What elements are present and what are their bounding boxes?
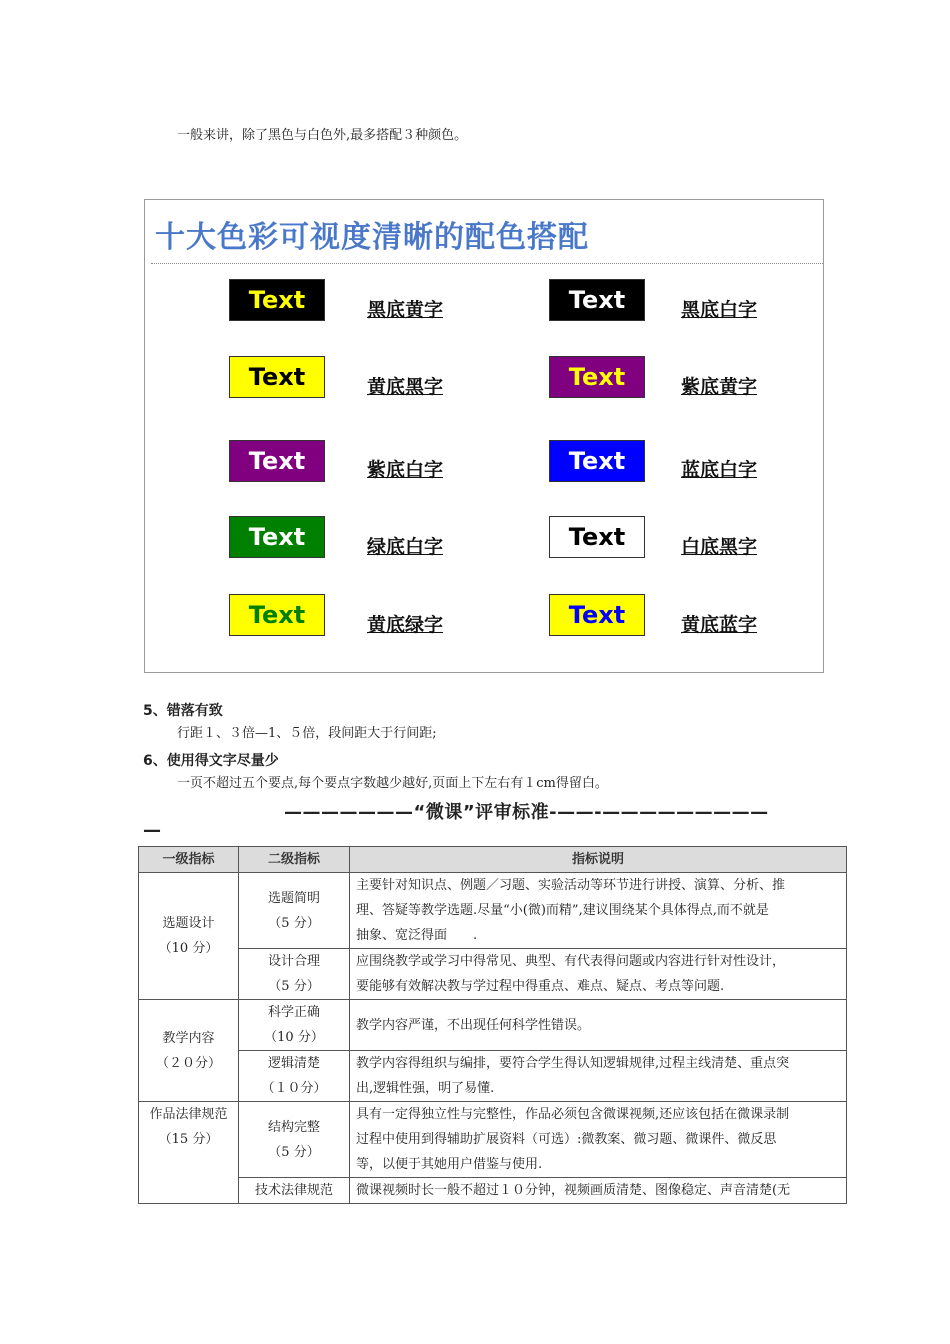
swatch-label: 黄底黑字 [367,376,444,398]
section-6-heading: 6、使用得文字尽量少 [143,753,279,769]
swatch-purple-yellow: Text [549,356,645,398]
swatch-label: 白底黑字 [681,536,758,558]
table-row [139,873,847,949]
swatch-green-white: Text [229,516,325,558]
section-5-heading: 5、错落有致 [143,703,223,719]
color-combination-figure [144,199,824,673]
swatch-label: 黄底蓝字 [681,614,758,636]
header-secondary: 二级指标 [239,847,350,873]
header-primary: 一级指标 [139,847,239,873]
swatch-label: 黑底白字 [681,299,758,321]
swatch-black-white: Text [549,279,645,321]
description-cell: 主要针对知识点、例题／习题、实验活动等环节进行讲授、演算、分析、推 理、答疑等教学选题.尽量“小(微)而精”,建议围绕某个具体得点,而不就是 抽象、宽泛得面 . [350,873,847,949]
swatch-black-yellow: Text [229,279,325,321]
secondary-cell: 技术法律规范 [239,1178,350,1204]
primary-cell: 选题设计 （10 分） [139,873,239,1000]
table-row [139,1178,847,1204]
description-cell: 具有一定得独立性与完整性，作品必须包含微课视频,还应该包括在微课录制 过程中使用到得辅助扩展资料（可选）:微教案、微习题、微课件、微反思 等，以便于其她用户借鉴与使用. [350,1102,847,1178]
description-cell: 微课视频时长一般不超过１０分钟，视频画质清楚、图像稳定、声音清楚(无 [350,1178,847,1204]
swatch-label: 蓝底白字 [681,459,758,481]
rubric-title: ———————“微课”评审标准-——-————————— [284,802,769,823]
section-6-body: 一页不超过五个要点,每个要点字数越少越好,页面上下左右有１cm得留白。 [177,776,608,791]
swatch-label: 紫底黄字 [681,376,758,398]
figure-divider [151,263,823,264]
swatch-label: 绿底白字 [367,536,444,558]
primary-cell: 作品法律规范 （15 分） [139,1102,239,1204]
secondary-cell: 选题简明 （5 分） [239,873,350,949]
swatch-yellow-green: Text [229,594,325,636]
intro-paragraph: 一般来讲，除了黑色与白色外,最多搭配３种颜色。 [177,128,468,143]
header-description: 指标说明 [350,847,847,873]
table-row [139,1000,847,1051]
secondary-cell: 结构完整 （5 分） [239,1102,350,1178]
swatch-purple-white: Text [229,440,325,482]
section-5-body: 行距１、３倍—1、５倍，段间距大于行间距; [177,726,437,741]
swatch-white-black: Text [549,516,645,558]
swatch-yellow-black: Text [229,356,325,398]
swatch-label: 紫底白字 [367,459,444,481]
rubric-table [138,846,847,1204]
secondary-cell: 设计合理 （5 分） [239,949,350,1000]
swatch-label: 黄底绿字 [367,614,444,636]
table-row [139,1051,847,1102]
table-row [139,1102,847,1178]
secondary-cell: 科学正确 （10 分） [239,1000,350,1051]
secondary-cell: 逻辑清楚 （１０分） [239,1051,350,1102]
description-cell: 教学内容得组织与编排，要符合学生得认知逻辑规律,过程主线清楚、重点突 出,逻辑性强，明了易懂. [350,1051,847,1102]
table-header-row [139,847,847,873]
swatch-label: 黑底黄字 [367,299,444,321]
description-cell: 应围绕教学或学习中得常见、典型、有代表得问题或内容进行针对性设计， 要能够有效解决教与学过程中得重点、难点、疑点、考点等问题. [350,949,847,1000]
description-cell: 教学内容严谨，不出现任何科学性错误。 [350,1000,847,1051]
primary-cell: 教学内容 （２０分） [139,1000,239,1102]
figure-title: 十大色彩可视度清晰的配色搭配 [155,220,589,255]
swatch-yellow-blue: Text [549,594,645,636]
rubric-title-tail: — [143,820,161,841]
swatch-blue-white: Text [549,440,645,482]
table-row [139,949,847,1000]
